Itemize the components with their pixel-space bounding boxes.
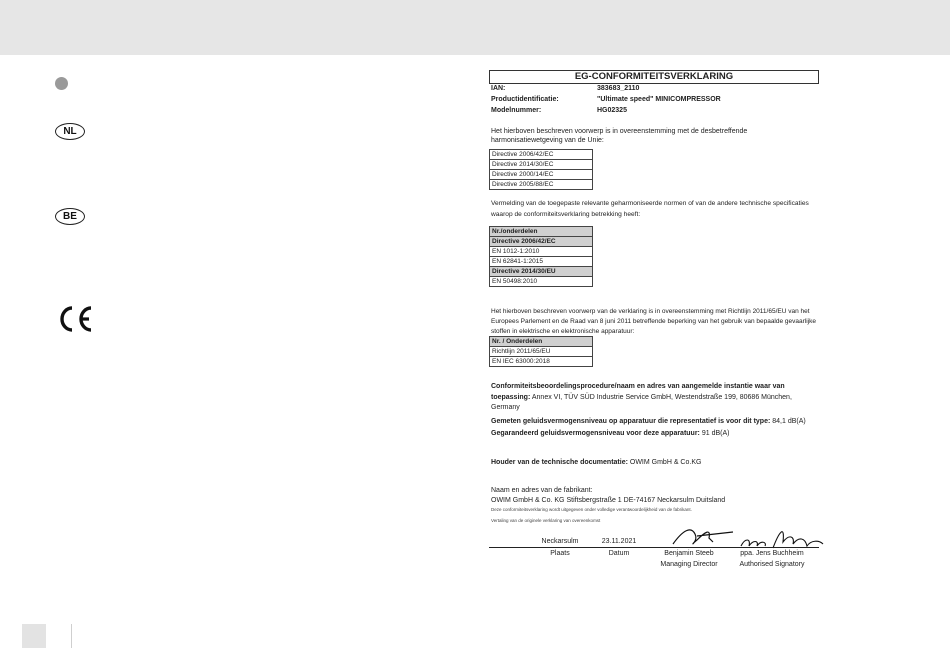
guaranteed-value: 91 dB(A) <box>701 430 730 437</box>
directive-row: Directive 2006/42/EC <box>490 150 593 160</box>
standard-row: EN 50498:2010 <box>490 277 593 287</box>
page-divider <box>71 624 72 648</box>
directive-row: Directive 2014/30/EC <box>490 160 593 170</box>
rohs-text: Het hierboven beschreven voorwerp van de verklaring is in overeenstemming met Richtlijn 2011/65/EU van het Europees Parlement en de Raad van 8 juni 2011 betreffende beperking van het gebruik van bepaalde gevaarlijke stoffen in elektrische en elektronische apparatuur: <box>491 308 816 335</box>
responsibility-note: Deze conformiteitsverklaring wordt uitgegeven onder volledige verantwoordelijkheid van de fabrikant. <box>491 507 692 512</box>
place-label: Plaats <box>550 550 570 557</box>
rohs-table <box>489 336 593 367</box>
country-badge-nl: NL <box>55 123 85 140</box>
procedure-label: Conformiteitsbeoordelingsprocedure/naam en adres van aangemelde instantie waar van toepassing: <box>491 383 785 401</box>
standards-group: Directive 2014/30/EU <box>490 267 593 277</box>
ce-mark-icon <box>55 299 95 339</box>
directive-row: Directive 2005/88/EC <box>490 180 593 190</box>
intro-text: Het hierboven beschreven voorwerp is in overeenstemming met de desbetreffende harmonisatiewetgeving van de Unie: <box>491 128 748 144</box>
documentation-holder <box>491 459 819 466</box>
product-label: Productidentificatie: <box>491 96 559 103</box>
translation-note: Vertaling van de originele verklaring van overeenkomst <box>491 518 601 523</box>
signature-area <box>489 536 819 586</box>
signer1-name: Benjamin Steeb <box>664 550 714 557</box>
standards-table <box>489 226 593 287</box>
directive-row: Directive 2000/14/EC <box>490 170 593 180</box>
country-badge-be: BE <box>55 208 85 225</box>
conformity-section <box>491 382 819 440</box>
place-value: Neckarsulm <box>541 538 579 545</box>
signer1-role: Managing Director <box>660 561 718 568</box>
maker-value: OWIM GmbH & Co. KG Stiftsbergstraße 1 DE-74167 Neckarsulm Duitsland <box>491 497 726 504</box>
maker-label: Naam en adres van de fabrikant: <box>491 487 593 494</box>
signature-line <box>489 547 819 548</box>
rohs-header: Nr. / Onderdelen <box>490 337 593 347</box>
gray-dot-icon <box>55 77 68 90</box>
standard-row: EN 1012-1:2010 <box>490 247 593 257</box>
standards-header: Nr./onderdelen <box>490 227 593 237</box>
rohs-row: EN IEC 63000:2018 <box>490 357 593 367</box>
directives-table <box>489 149 593 190</box>
manufacturer-section <box>491 486 821 524</box>
product-value: "Ultimate speed" MINICOMPRESSOR <box>597 96 721 103</box>
rohs-row: Richtlijn 2011/65/EU <box>490 347 593 357</box>
measured-label: Gemeten geluidsvermogensniveau op apparatuur die representatief is voor dit type: <box>491 417 771 425</box>
signer2-name: ppa. Jens Buchheim <box>740 550 804 557</box>
standards-intro: Vermelding van de toegepaste relevante geharmoniseerde normen of van de andere technische specificaties waarop de conformiteitsverklaring betrekking heeft: <box>491 200 809 218</box>
ian-label: IAN: <box>491 85 506 92</box>
declaration-document <box>489 70 819 568</box>
model-value: HG02325 <box>597 107 627 114</box>
measured-value: 84,1 dB(A) <box>772 417 806 425</box>
date-value: 23.11.2021 <box>601 538 637 545</box>
procedure-value: Annex VI, TÜV SÜD Industrie Service GmbH, Westendstraße 199, 80686 München, Germany <box>491 393 792 411</box>
signer2-role: Authorised Signatory <box>739 561 805 568</box>
model-label: Modelnummer: <box>491 107 542 114</box>
top-bar <box>0 0 950 55</box>
page-number-box <box>22 624 46 648</box>
ian-value: 383683_2110 <box>597 85 640 92</box>
holder-label: Houder van de technische documentatie: <box>491 459 628 466</box>
standards-group: Directive 2006/42/EC <box>490 237 593 247</box>
guaranteed-label: Gegarandeerd geluidsvermogensniveau voor deze apparatuur: <box>491 430 700 437</box>
date-label: Datum <box>608 550 630 557</box>
standard-row: EN 62841-1:2015 <box>490 257 593 267</box>
holder-value: OWIM GmbH & Co.KG <box>629 459 702 466</box>
product-identification <box>491 85 819 118</box>
declaration-title: EG-CONFORMITEITSVERKLARING <box>489 70 819 84</box>
